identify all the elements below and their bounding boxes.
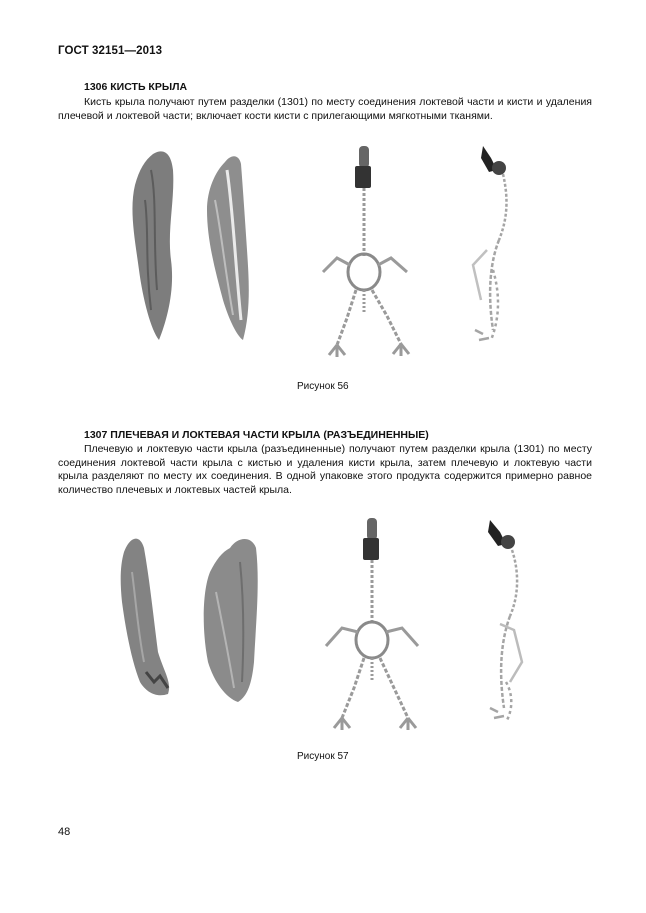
skeleton-side-diagram xyxy=(473,146,506,340)
figure-56-caption: Рисунок 56 xyxy=(297,381,349,392)
section-text-1306 xyxy=(58,96,592,123)
figure-56 xyxy=(115,140,555,360)
section-text-1306-content: Кисть крыла получают путем разделки (1301) по месту соединения локтевой части и кисти и удаления плечевой и локтевой части; включает кости кисти с прилегающими мягкотными тканями. xyxy=(58,96,592,122)
document-header: ГОСТ 32151—2013 xyxy=(58,45,163,57)
section-text-1307 xyxy=(58,443,592,497)
skeleton-side-diagram-2 xyxy=(488,520,522,722)
figure-57-caption: Рисунок 57 xyxy=(297,751,349,762)
wing-tip-photo-left xyxy=(132,151,173,340)
skeleton-front-diagram-2 xyxy=(326,518,418,730)
wing-upper-part-photo xyxy=(121,539,169,696)
section-title-1307: 1307 ПЛЕЧЕВАЯ И ЛОКТЕВАЯ ЧАСТИ КРЫЛА (РАЗЪЕДИНЕННЫЕ) xyxy=(84,429,429,441)
page-number: 48 xyxy=(58,826,71,838)
section-title-1306: 1306 КИСТЬ КРЫЛА xyxy=(84,81,188,93)
skeleton-front-diagram xyxy=(323,146,409,357)
figure-57 xyxy=(110,512,560,742)
wing-lower-part-photo xyxy=(204,539,258,702)
section-text-1307-content: Плечевую и локтевую части крыла (разъединенные) получают путем разделки крыла (1301) по месту соединения локтевой части крыла с кистью и удаления кисти крыла, затем плечевую и локтевую части крыла разделяют по месту их соединения. В одной упаковке этого продукта содержится примерно равное количество плечевых и локтевых частей крыла. xyxy=(58,443,592,496)
wing-tip-photo-right xyxy=(207,156,249,340)
